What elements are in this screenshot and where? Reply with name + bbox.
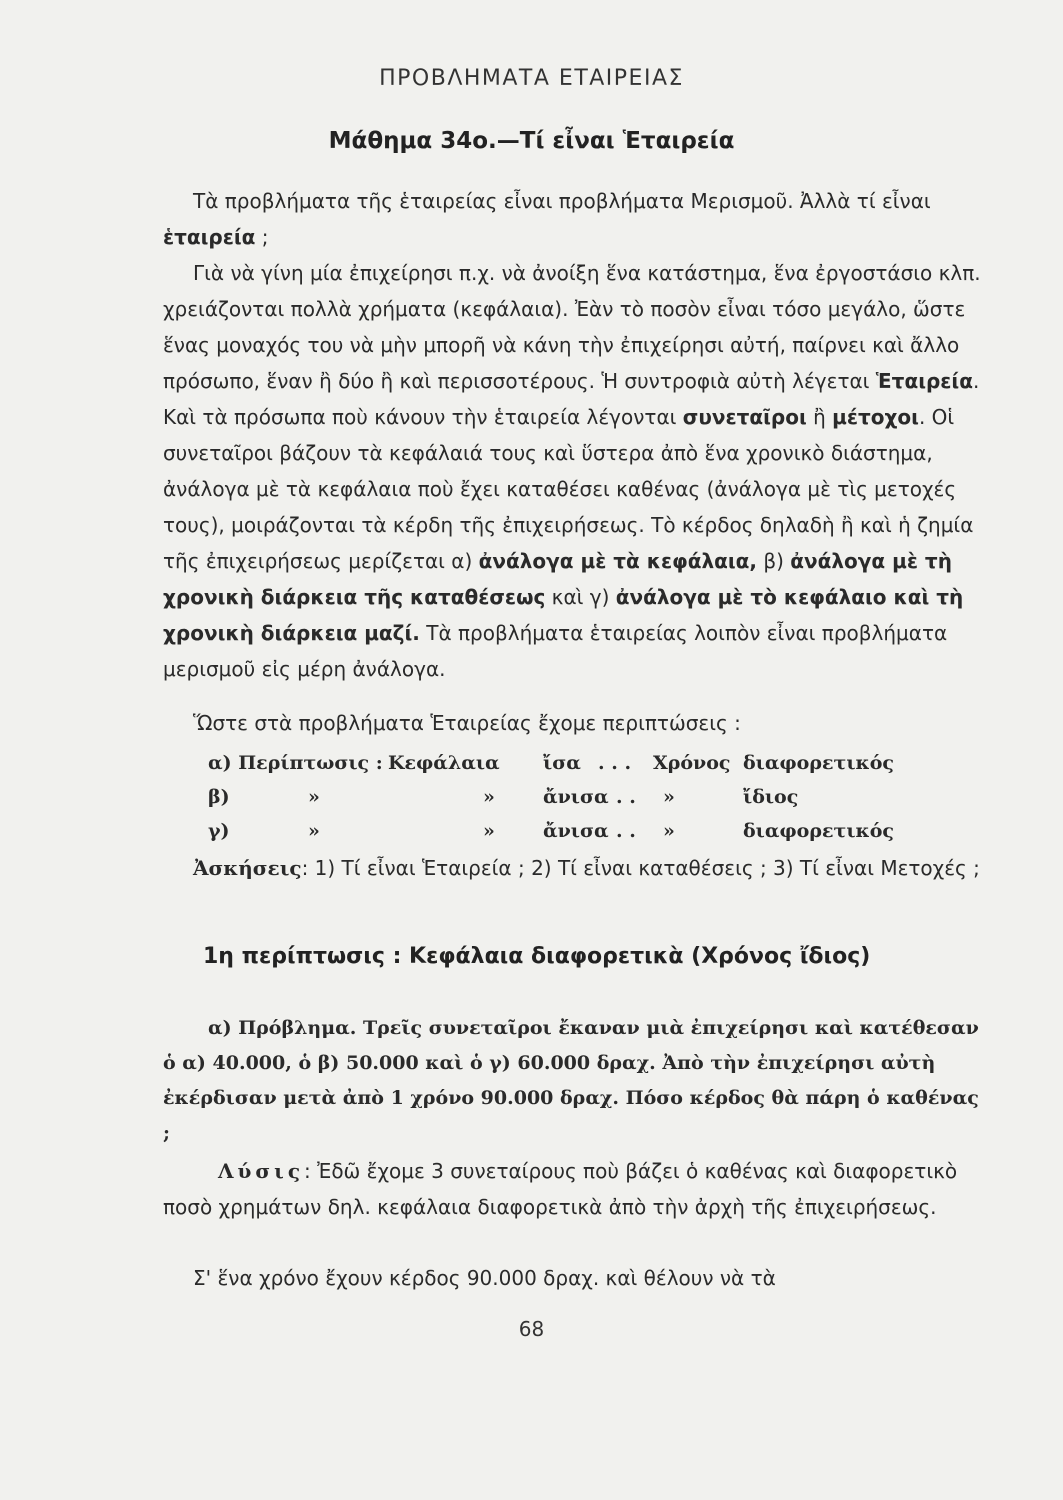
- case-capital: ἄνισα: [543, 820, 609, 842]
- case-capital-label: »: [308, 820, 320, 842]
- exercises: Ἀσκήσεις: 1) Τί εἶναι Ἑταιρεία ; 2) Τί εἶναι καταθέσεις ; 3) Τί εἶναι Μετοχές ;: [193, 856, 980, 880]
- running-title: ΠΡΟΒΛΗΜΑΤΑ ΕΤΑΙΡΕΙΑΣ: [379, 66, 684, 91]
- case-dots: . .: [616, 820, 636, 842]
- lesson-title: Μάθημα 34ο.—Τί εἶναι Ἑταιρεία: [328, 128, 735, 154]
- solution-paragraph: Λύσις: Ἐδῶ ἔχομε 3 συνεταίρους ποὺ βάζει ὁ καθένας καὶ διαφορετικὸ ποσὸ χρημάτων δηλ. κεφάλαια διαφορετικὰ ἀπὸ τὴν ἀρχὴ τῆς ἐπιχειρήσεως.: [163, 1159, 958, 1219]
- case-row: [208, 820, 908, 850]
- case-label: α) Περίπτωσις :: [208, 752, 383, 774]
- solution-continuation: Σ' ἕνα χρόνο ἔχουν κέρδος 90.000 δραχ. καὶ θέλουν νὰ τὰ: [193, 1266, 776, 1290]
- intro-paragraph-2: Γιὰ νὰ γίνη μία ἐπιχείρησι π.χ. νὰ ἀνοίξη ἕνα κατάστημα, ἕνα ἐργοστάσιο κλπ. χρειάζονται πολλὰ χρήματα (κεφάλαια). Ἐὰν τὸ ποσὸν εἶναι τόσο μεγάλο, ὥστε ἕνας μοναχός του νὰ μὴν μπορῆ νὰ κάνη τὴν ἐπιχείρησι αὐτή, παίρνει καὶ ἄλλο πρόσωπο, ἕναν ἢ δύο ἢ καὶ περισσοτέρους. Ἡ συντροφιὰ αὐτὴ λέγεται Ἑταιρεία. Καὶ τὰ πρόσωπα ποὺ κάνουν τὴν ἑταιρεία λέγονται συνεταῖροι ἢ μέτοχοι. Οἱ συνεταῖροι βάζουν τὰ κεφάλαιά τους καὶ ὕστερα ἀπὸ ἕνα χρονικὸ διάστημα, ἀνάλογα μὲ τὰ κεφάλαια ποὺ ἔχει καταθέσει καθένας (ἀνάλογα μὲ τὶς μετοχές τους), μοιράζονται τὰ κέρδη τῆς ἐπιχειρήσεως. Τὸ κέρδος δηλαδὴ ἢ καὶ ἡ ζημία τῆς ἐπιχειρήσεως μερίζεται α) ἀνάλογα μὲ τὰ κεφάλαια, β) ἀνάλογα μὲ τὴ χρονικὴ διάρκεια τῆς καταθέσεως καὶ γ) ἀνάλογα μὲ τὸ κεφάλαιο καὶ τὴ χρονικὴ διάρκεια μαζί. Τὰ προβλήματα ἑταιρείας λοιπὸν εἶναι προβλήματα μερισμοῦ εἰς μέρη ἀνάλογα.: [163, 261, 981, 681]
- problem-label: α) Πρόβλημα.: [208, 1017, 357, 1039]
- case-row: [208, 752, 908, 782]
- case-capital-label-2: »: [483, 820, 495, 842]
- case-time: διαφορετικός: [743, 752, 894, 774]
- case-capital-label: »: [308, 786, 320, 808]
- case-capital: ἴσα: [543, 752, 581, 774]
- exercises-label: Ἀσκήσεις: [193, 856, 302, 880]
- problem-statement: α) Πρόβλημα. Τρεῖς συνεταῖροι ἔκαναν μιὰ ἐπιχείρησι καὶ κατέθεσαν ὁ α) 40.000, ὁ β) 50.000 καὶ ὁ γ) 60.000 δραχ. Ἀπὸ τὴν ἐπιχείρησι αὐτὴ ἐκέρδισαν μετὰ ἀπὸ 1 χρόνο 90.000 δραχ. Πόσο κέρδος θὰ πάρη ὁ καθένας ;: [163, 1017, 979, 1144]
- case-time: ἴδιος: [743, 786, 799, 808]
- case-dots: . .: [616, 786, 636, 808]
- case-time: διαφορετικός: [743, 820, 894, 842]
- case-capital-label: Κεφάλαια: [388, 752, 500, 774]
- case-label: γ): [208, 820, 230, 842]
- case-row: [208, 786, 908, 816]
- case-dots: . . .: [598, 752, 632, 774]
- case-time-label: Χρόνος: [653, 752, 731, 774]
- section-heading: 1η περίπτωσις : Κεφάλαια διαφορετικὰ (Χρόνος ἴδιος): [203, 944, 871, 969]
- case-time-label: »: [663, 786, 675, 808]
- case-label: β): [208, 786, 230, 808]
- case-capital-label-2: »: [483, 786, 495, 808]
- solution-label: Λύσις: [218, 1159, 304, 1183]
- intro-paragraph-3: Ὥστε στὰ προβλήματα Ἑταιρείας ἔχομε περιπτώσεις :: [193, 711, 741, 735]
- case-capital: ἄνισα: [543, 786, 609, 808]
- case-time-label: »: [663, 820, 675, 842]
- page-number: 68: [518, 1317, 545, 1341]
- intro-paragraph-1: Τὰ προβλήματα τῆς ἑταιρείας εἶναι προβλήματα Μερισμοῦ. Ἀλλὰ τί εἶναι ἑταιρεία ;: [163, 189, 931, 249]
